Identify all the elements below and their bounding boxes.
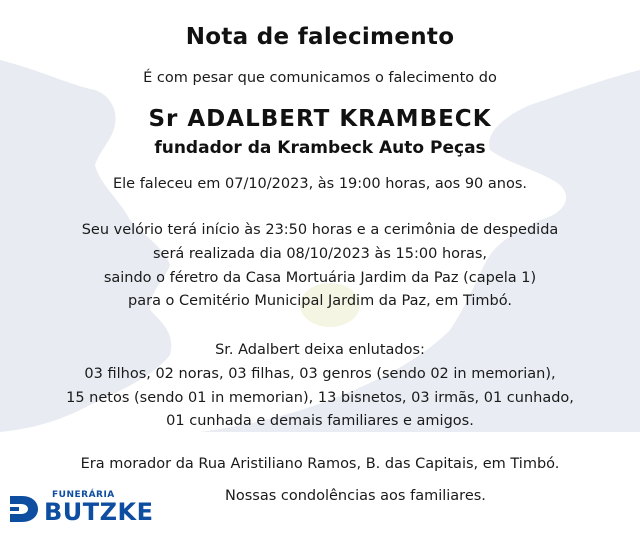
- funeraria-butzke-logo: [8, 488, 153, 528]
- family-line: Sr. Adalbert deixa enlutados:: [215, 342, 425, 358]
- wake-line: Seu velório terá início às 23:50 horas e a cerimônia de despedida: [81, 222, 559, 238]
- logo-big-text: BUTZKE: [44, 498, 154, 526]
- death-info: Ele faleceu em 07/10/2023, às 19:00 horas, aos 90 anos.: [112, 176, 527, 192]
- logo-small-text: FUNERÁRIA: [52, 490, 115, 500]
- family-line: 15 netos (sendo 01 in memorian), 13 bisnetos, 03 irmãs, 01 cunhado,: [66, 390, 574, 406]
- logo-mark-icon: [8, 494, 40, 524]
- deceased-name: Sr ADALBERT KRAMBECK: [148, 106, 492, 132]
- residence-info: Era morador da Rua Aristiliano Ramos, B. das Capitais, em Timbó.: [80, 456, 560, 472]
- closing-condolences: Nossas condolências aos familiares.: [225, 488, 486, 504]
- wake-line: será realizada dia 08/10/2023 às 15:00 horas,: [152, 246, 488, 262]
- family-line: 01 cunhada e demais familiares e amigos.: [166, 413, 474, 429]
- notice-title: Nota de falecimento: [185, 24, 455, 50]
- family-line: 03 filhos, 02 noras, 03 filhas, 03 genros (sendo 02 in memorian),: [84, 366, 556, 382]
- notice-intro: É com pesar que comunicamos o falecimento do: [143, 70, 497, 86]
- wake-line: para o Cemitério Municipal Jardim da Paz, em Timbó.: [128, 293, 512, 309]
- deceased-founder-note: fundador da Krambeck Auto Peças: [154, 138, 486, 158]
- wake-line: saindo o féretro da Casa Mortuária Jardim da Paz (capela 1): [103, 270, 537, 286]
